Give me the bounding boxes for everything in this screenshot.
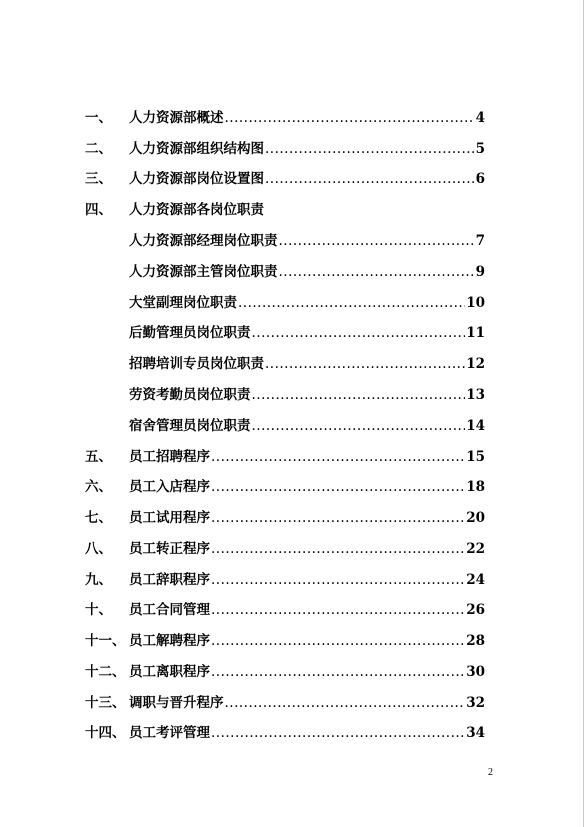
toc-entry-title: 调职与晋升程序 — [129, 695, 224, 711]
dot-leader — [211, 539, 465, 559]
toc-entry-number: 十三、 — [85, 695, 126, 711]
toc-entry-page: 12 — [466, 356, 485, 372]
toc-entry-title: 大堂副理岗位职责 — [129, 295, 237, 311]
toc-entry-title: 员工辞职程序 — [129, 572, 210, 588]
toc-entry-page: 13 — [466, 387, 485, 403]
toc-entry-title: 人力资源部概述 — [129, 110, 224, 126]
toc-subentry[interactable] — [85, 385, 485, 405]
dot-leader — [279, 262, 475, 282]
toc-entry[interactable] — [85, 139, 485, 159]
toc-entry-title: 员工解聘程序 — [129, 633, 210, 649]
toc-subentry[interactable] — [85, 293, 485, 313]
toc-entry-title: 劳资考勤员岗位职责 — [129, 387, 251, 403]
dot-leader — [211, 723, 465, 743]
dot-leader — [211, 508, 465, 528]
toc-entry[interactable] — [85, 200, 485, 220]
toc-entry-page: 11 — [466, 325, 485, 341]
toc-entry-number: 七、 — [85, 510, 112, 526]
toc-entry[interactable] — [85, 447, 485, 467]
toc-entry-number: 十一、 — [85, 633, 126, 649]
dot-leader — [225, 693, 466, 713]
toc-entry-number: 十四、 — [85, 725, 126, 741]
dot-leader — [265, 139, 475, 159]
toc-entry-page: 28 — [466, 633, 485, 649]
dot-leader — [238, 293, 465, 313]
dot-leader — [265, 169, 475, 189]
toc-entry-title: 员工合同管理 — [129, 602, 210, 618]
toc-subentry[interactable] — [85, 262, 485, 282]
dot-leader — [211, 447, 465, 467]
toc-entry-title: 人力资源部组织结构图 — [129, 141, 264, 157]
toc-entry[interactable] — [85, 169, 485, 189]
toc-entry[interactable] — [85, 539, 485, 559]
toc-entry[interactable] — [85, 508, 485, 528]
toc-entry-page: 9 — [475, 264, 485, 280]
toc-entry-page: 26 — [466, 602, 485, 618]
toc-entry-number: 六、 — [85, 479, 112, 495]
toc-entry-page: 6 — [475, 171, 485, 187]
toc-subentry[interactable] — [85, 354, 485, 374]
toc-subentry[interactable] — [85, 231, 485, 251]
dot-leader — [225, 108, 475, 128]
toc-subentry[interactable] — [85, 323, 485, 343]
toc-entry-page: 15 — [466, 449, 485, 465]
dot-leader — [265, 354, 465, 374]
toc-entry-title: 人力资源部岗位设置图 — [129, 171, 264, 187]
toc-entry-title: 人力资源部各岗位职责 — [129, 202, 264, 218]
toc-entry-page: 34 — [466, 725, 485, 741]
dot-leader — [279, 231, 475, 251]
toc-entry-title: 宿舍管理员岗位职责 — [129, 418, 251, 434]
toc-entry[interactable] — [85, 631, 485, 651]
toc-entry[interactable] — [85, 108, 485, 128]
dot-leader — [211, 600, 465, 620]
toc-entry-title: 招聘培训专员岗位职责 — [129, 356, 264, 372]
toc-subentry[interactable] — [85, 416, 485, 436]
dot-leader — [252, 323, 466, 343]
toc-entry[interactable] — [85, 723, 485, 743]
toc-entry-title: 员工入店程序 — [129, 479, 210, 495]
toc-entry-page: 20 — [466, 510, 485, 526]
toc-entry[interactable] — [85, 662, 485, 682]
toc-entry[interactable] — [85, 693, 485, 713]
toc-entry[interactable] — [85, 600, 485, 620]
toc-entry-number: 三、 — [85, 171, 112, 187]
toc-entry-page: 7 — [475, 233, 485, 249]
toc-entry-number: 二、 — [85, 141, 112, 157]
toc-entry-number: 五、 — [85, 449, 112, 465]
toc-entry-number: 八、 — [85, 541, 112, 557]
toc-entry-page: 14 — [466, 418, 485, 434]
toc-entry-page: 32 — [466, 695, 485, 711]
toc-entry-number: 十二、 — [85, 664, 126, 680]
toc-entry-number: 九、 — [85, 572, 112, 588]
dot-leader — [211, 570, 465, 590]
dot-leader — [252, 385, 466, 405]
toc-entry[interactable] — [85, 477, 485, 497]
toc-entry-number: 四、 — [85, 202, 112, 218]
toc-entry-title: 人力资源部主管岗位职责 — [129, 264, 278, 280]
toc-entry-title: 员工招聘程序 — [129, 449, 210, 465]
toc-entry-title: 员工试用程序 — [129, 510, 210, 526]
dot-leader — [211, 631, 465, 651]
toc-entry-page: 24 — [466, 572, 485, 588]
toc-entry-page: 10 — [466, 295, 485, 311]
page-number: 2 — [488, 767, 493, 778]
toc-entry-title: 员工转正程序 — [129, 541, 210, 557]
dot-leader — [211, 662, 465, 682]
dot-leader — [211, 477, 465, 497]
toc-entry-title: 后勤管理员岗位职责 — [129, 325, 251, 341]
toc-entry-page: 18 — [466, 479, 485, 495]
toc-entry-number: 一、 — [85, 110, 112, 126]
dot-leader — [252, 416, 466, 436]
toc-entry[interactable] — [85, 570, 485, 590]
toc-entry-page: 22 — [466, 541, 485, 557]
toc-entry-page: 4 — [475, 110, 485, 126]
toc-entry-number: 十、 — [85, 602, 112, 618]
toc-entry-page: 30 — [466, 664, 485, 680]
toc-entry-title: 人力资源部经理岗位职责 — [129, 233, 278, 249]
toc-entry-page: 5 — [475, 141, 485, 157]
toc-entry-title: 员工离职程序 — [129, 664, 210, 680]
toc-entry-title: 员工考评管理 — [129, 725, 210, 741]
